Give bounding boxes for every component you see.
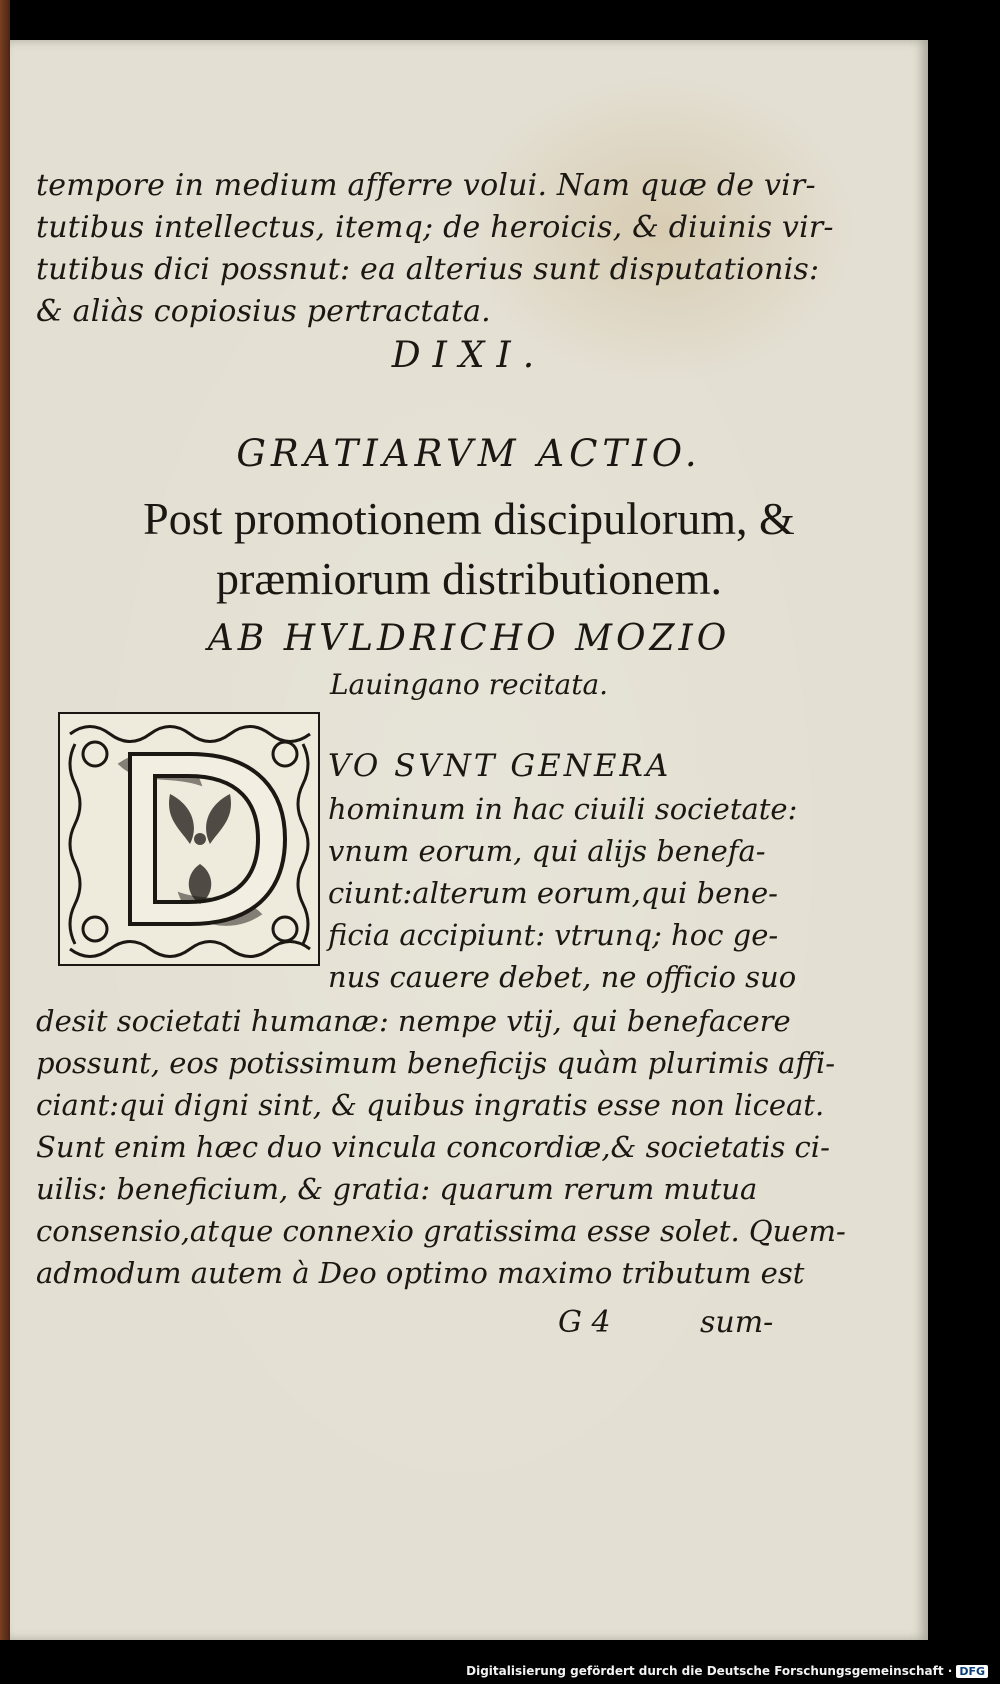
opening-line: VO SVNT GENERA <box>328 748 672 784</box>
decorated-initial-d <box>58 712 320 966</box>
body-line: Sunt enim hæc duo vincula concordiæ,& societatis ci- <box>36 1130 830 1164</box>
subtitle-line: præmiorum distributionem. <box>216 553 722 604</box>
signature-mark: G 4 <box>558 1305 611 1340</box>
book-spine-edge <box>0 0 10 1640</box>
text-line: & aliàs copiosius pertractata. <box>36 294 491 329</box>
catchword: sum- <box>700 1305 774 1340</box>
body-line: desit societati humanæ: nempe vtij, qui benefacere <box>36 1004 791 1038</box>
body-line: possunt, eos potissimum beneficijs quàm plurimis affi- <box>36 1046 836 1080</box>
body-line: admodum autem à Deo optimo maximo tributum est <box>36 1256 805 1290</box>
section-heading: GRATIARVM ACTIO. <box>236 432 702 475</box>
text-line: tutibus intellectus, itemq; de heroicis, & diuinis vir- <box>36 210 834 245</box>
ornamental-initial-image <box>60 714 318 964</box>
closing-dixi: DIXI. <box>391 335 547 376</box>
body-line: uilis: beneficium, & gratia: quarum rerum mutua <box>36 1172 758 1206</box>
digitization-footer <box>466 1664 988 1678</box>
body-line: consensio,atque connexio gratissima esse solet. Quem- <box>36 1214 846 1248</box>
dfg-logo: DFG <box>956 1665 988 1678</box>
footer-text: Digitalisierung gefördert durch die Deutsche Forschungsgemeinschaft · <box>466 1664 953 1678</box>
author-subline: Lauingano recitata. <box>329 668 609 701</box>
body-line: ciant:qui digni sint, & quibus ingratis esse non liceat. <box>36 1088 825 1122</box>
opening-line: ciunt:alterum eorum,qui bene- <box>328 876 778 910</box>
opening-line: hominum in hac ciuili societate: <box>328 792 798 826</box>
opening-line: vnum eorum, qui alijs benefa- <box>328 834 766 868</box>
book-page <box>10 40 928 1640</box>
subtitle-line: Post promotionem discipulorum, & <box>143 493 795 544</box>
author-line: AB HVLDRICHO MOZIO <box>207 618 731 659</box>
text-line: tutibus dici possnut: ea alterius sunt disputationis: <box>36 252 820 287</box>
text-line: tempore in medium afferre volui. Nam quæ de vir- <box>36 168 816 203</box>
opening-line: nus cauere debet, ne officio suo <box>328 960 797 994</box>
opening-line: ficia accipiunt: vtrunq; hoc ge- <box>328 918 779 952</box>
